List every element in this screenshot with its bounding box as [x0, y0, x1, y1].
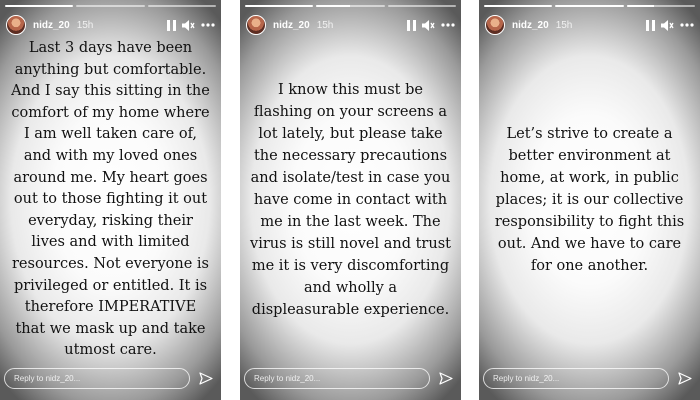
reply-input[interactable] [4, 368, 190, 389]
story-message [248, 42, 453, 358]
story-message [8, 34, 213, 366]
story-text: Last 3 days have been anything but comfortable. And I say this sitting in the comfort of my home where I am well taken care of, and with my loved ones around me. My heart goes out to those fighting it out everyday, risking their lives and with limited resources. Not everyone is privileged or entitled. It is therefore IMPERATIVE that we mask up and take utmost care. [11, 40, 210, 359]
send-icon[interactable] [678, 372, 692, 386]
story-message [487, 42, 692, 358]
reply-input[interactable] [483, 368, 669, 389]
progress-segment [316, 5, 384, 7]
pause-icon[interactable] [646, 20, 655, 31]
progress-fill [316, 5, 350, 7]
story-header [485, 12, 694, 38]
volume-icon[interactable] [422, 20, 435, 31]
avatar[interactable] [6, 15, 26, 35]
story-controls [407, 20, 455, 31]
pause-icon[interactable] [167, 20, 176, 31]
story-progress [484, 5, 695, 7]
story-controls [167, 20, 215, 31]
volume-icon[interactable] [661, 20, 674, 31]
progress-fill [5, 5, 73, 7]
progress-segment [5, 5, 73, 7]
reply-placeholder: Reply to nidz_20... [493, 374, 560, 383]
reply-input[interactable] [244, 368, 430, 389]
progress-fill [484, 5, 552, 7]
story-progress [5, 5, 216, 7]
story-header [246, 12, 455, 38]
progress-segment [245, 5, 313, 7]
story-time: 15h [76, 19, 94, 31]
story-time: 15h [316, 19, 334, 31]
avatar[interactable] [246, 15, 266, 35]
reply-placeholder: Reply to nidz_20... [254, 374, 321, 383]
progress-segment [76, 5, 144, 7]
story-panel[interactable] [479, 0, 700, 400]
story-panel[interactable] [0, 0, 221, 400]
story-text: Let’s strive to create a better environment at home, at work, in public places; it is our collective responsibility to fight this out. And we have to care for one another. [494, 126, 685, 274]
progress-segment [388, 5, 456, 7]
more-icon[interactable] [680, 23, 694, 27]
username[interactable]: nidz_20 [273, 19, 310, 31]
progress-fill [245, 5, 313, 7]
story-controls [646, 20, 694, 31]
more-icon[interactable] [441, 23, 455, 27]
progress-segment [148, 5, 216, 7]
story-text: I know this must be flashing on your screens a lot lately, but please take the necessary precautions and isolate/test in case you have come in contact with me in the last week. The virus is still novel and trust me it is very discomforting and wholly a displeasurable experience. [250, 82, 451, 318]
story-time: 15h [555, 19, 573, 31]
volume-icon[interactable] [182, 20, 195, 31]
progress-segment [484, 5, 552, 7]
avatar[interactable] [485, 15, 505, 35]
story-progress [245, 5, 456, 7]
reply-bar [244, 367, 453, 390]
pause-icon[interactable] [407, 20, 416, 31]
reply-placeholder: Reply to nidz_20... [14, 374, 81, 383]
send-icon[interactable] [199, 372, 213, 386]
story-panel[interactable] [240, 0, 461, 400]
reply-bar [483, 367, 692, 390]
more-icon[interactable] [201, 23, 215, 27]
reply-bar [4, 367, 213, 390]
progress-fill [555, 5, 623, 7]
progress-segment [627, 5, 695, 7]
username[interactable]: nidz_20 [512, 19, 549, 31]
send-icon[interactable] [439, 372, 453, 386]
progress-segment [555, 5, 623, 7]
progress-fill [627, 5, 654, 7]
username[interactable]: nidz_20 [33, 19, 70, 31]
